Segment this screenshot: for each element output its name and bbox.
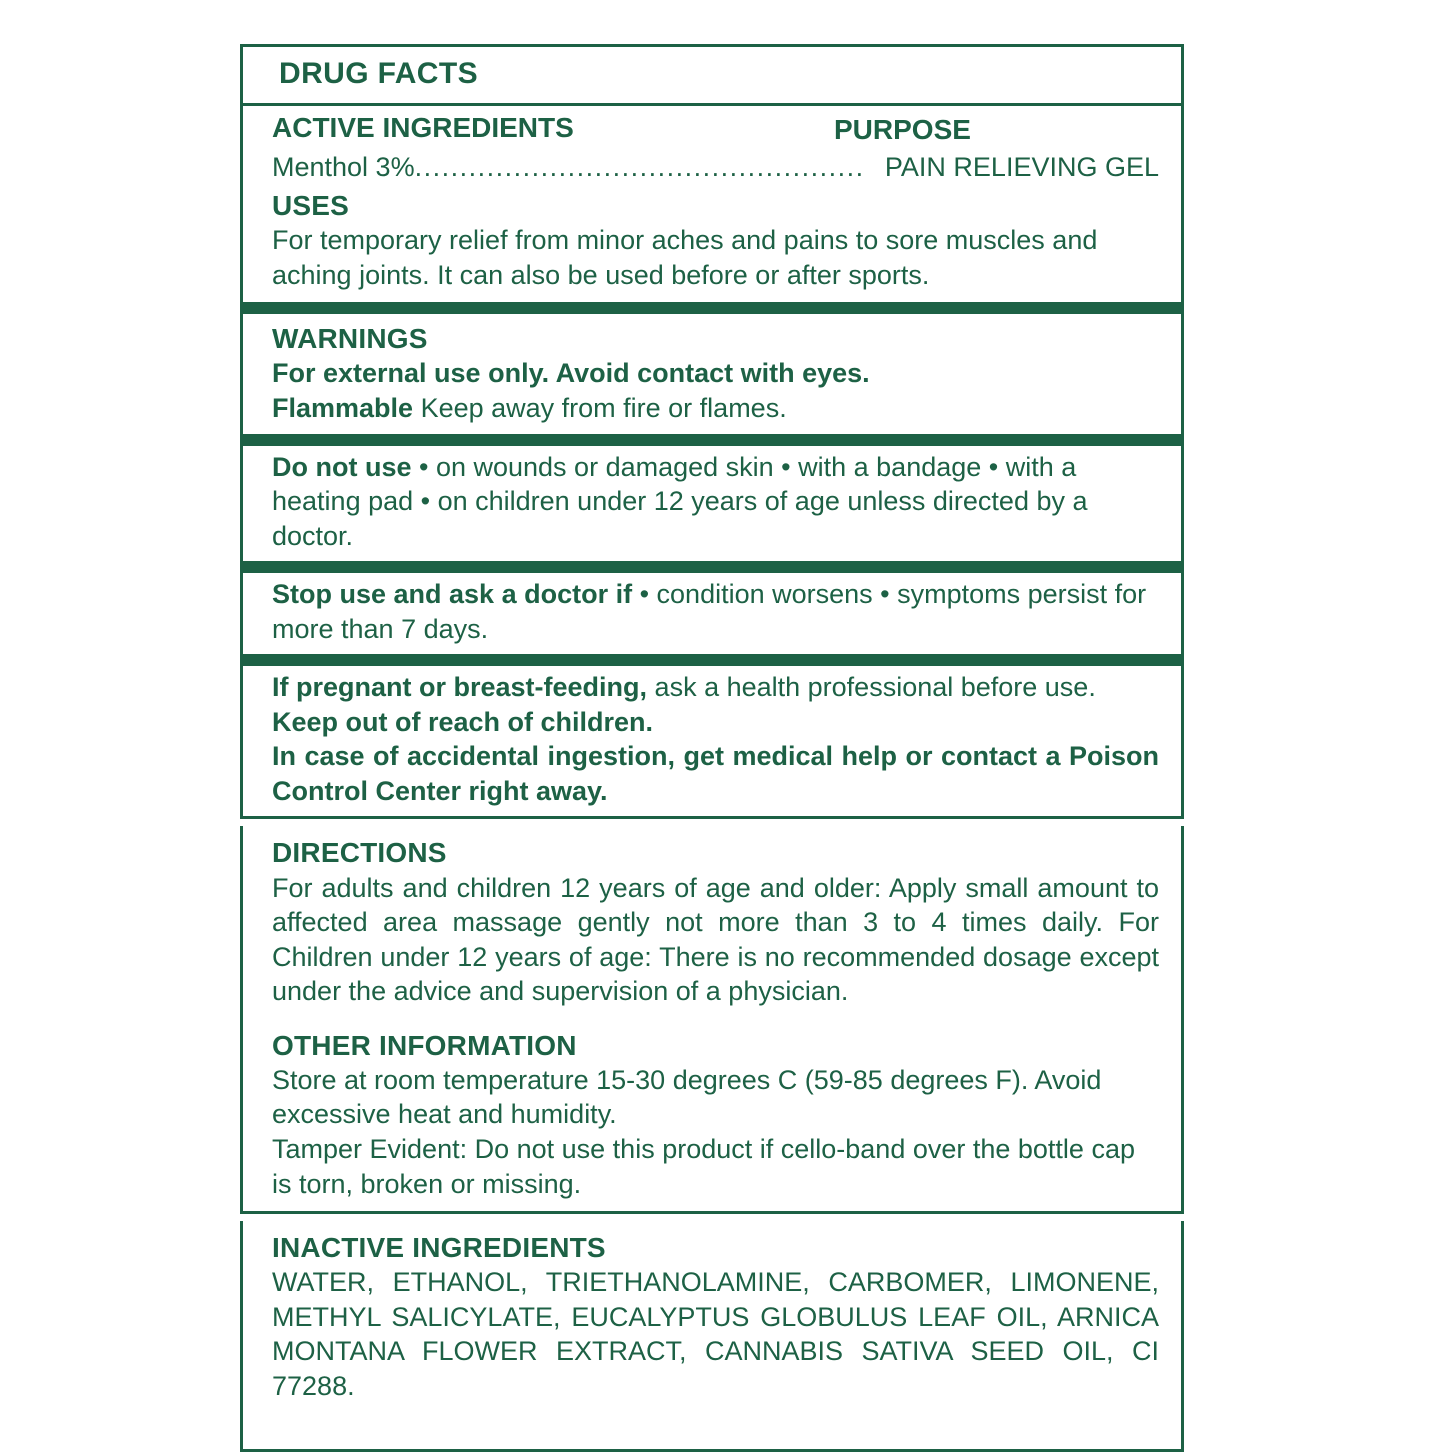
accidental-ingestion-text: In case of accidental ingestion, get medical help or contact a Poison Control Center right away. [272, 741, 1159, 806]
keep-out-of-reach-text: Keep out of reach of children. [272, 706, 654, 737]
stop-use-body: • condition worsens • symptoms persist for more than 7 days. [272, 579, 1147, 644]
warnings-panel [240, 314, 1184, 436]
do-not-use-label: Do not use [272, 451, 412, 482]
directions-heading: DIRECTIONS [272, 837, 447, 869]
active-ingredients-header-row [272, 112, 1159, 150]
warnings-flammable [272, 391, 1159, 426]
page-title: DRUG FACTS [279, 57, 478, 90]
drug-facts-label [240, 44, 1184, 1452]
stop-use-label: Stop use and ask a doctor if [272, 579, 633, 610]
active-ingredients-inner [243, 106, 1181, 302]
inactive-ingredients-text: WATER, ETHANOL, TRIETHANOLAMINE, CARBOMER, LIMONENE, METHYL SALICYLATE, EUCALYPTUS GLOBULUS LEAF OIL, ARNICA MONTANA FLOWER EXTRACT, CANNABIS SATIVA SEED OIL, CI 77288. [272, 1267, 1159, 1401]
flammable-text: Keep away from fire or flames. [413, 392, 787, 423]
uses-heading: USES [272, 190, 350, 221]
directions-text: For adults and children 12 years of age and older: Apply small amount to affected area massage gently not more than 3 to 4 times daily. For Children under 12 years of age: There is no recommended dosage except under the advice and supervision of a physician. [272, 872, 1159, 1007]
divider-do-not-use [240, 437, 1184, 446]
stop-use-text [272, 577, 1159, 646]
warnings-inner [243, 314, 1181, 433]
pregnancy-inner [243, 666, 1181, 816]
divider-pregnancy [240, 657, 1184, 666]
do-not-use-body: • on wounds or damaged skin • with a bandage • with a heating pad • on children under 12 years of age unless directed by a doctor. [272, 451, 1088, 551]
do-not-use-panel [240, 446, 1184, 565]
other-information-storage: Store at room temperature 15-30 degrees C (59-85 degrees F). Avoid excessive heat and humidity. [272, 1064, 1102, 1130]
other-information-heading: OTHER INFORMATION [272, 1029, 577, 1061]
pregnancy-panel [240, 666, 1184, 819]
leader-dots: .................................................. [414, 152, 865, 182]
uses-text: For temporary relief from minor aches and pains to sore muscles and aching joints. It can also be used before or after sports. [272, 225, 1098, 290]
active-ingredient-name: Menthol 3% [272, 152, 415, 182]
warnings-external-use: For external use only. Avoid contact with eyes. [272, 358, 870, 389]
inactive-ingredients-inner [243, 1221, 1181, 1449]
flammable-label: Flammable [272, 392, 414, 423]
do-not-use-inner [243, 446, 1181, 562]
inactive-ingredients-panel [240, 1221, 1184, 1452]
directions-inner [243, 826, 1181, 1211]
drug-facts-title-panel [240, 44, 1184, 106]
divider-warnings [240, 305, 1184, 314]
active-ingredient-row [272, 152, 1159, 183]
purpose-value: PAIN RELIEVING GEL [884, 152, 1159, 182]
pregnancy-label: If pregnant or breast-feeding, [272, 672, 648, 703]
pregnancy-body: ask a health professional before use. [647, 672, 1096, 703]
directions-panel [240, 826, 1184, 1214]
active-ingredients-panel [240, 106, 1184, 305]
stop-use-inner [243, 573, 1181, 654]
pregnancy-text [272, 670, 1159, 705]
do-not-use-text [272, 450, 1159, 554]
active-ingredients-heading: ACTIVE INGREDIENTS [272, 112, 574, 143]
inactive-ingredients-heading: INACTIVE INGREDIENTS [272, 1232, 606, 1264]
other-information-tamper: Tamper Evident: Do not use this product if cello-band over the bottle cap is torn, broken or missing. [272, 1134, 1135, 1199]
warnings-heading: WARNINGS [272, 323, 428, 355]
divider-stop-use [240, 564, 1184, 573]
stop-use-panel [240, 573, 1184, 657]
purpose-heading: PURPOSE [834, 114, 971, 145]
